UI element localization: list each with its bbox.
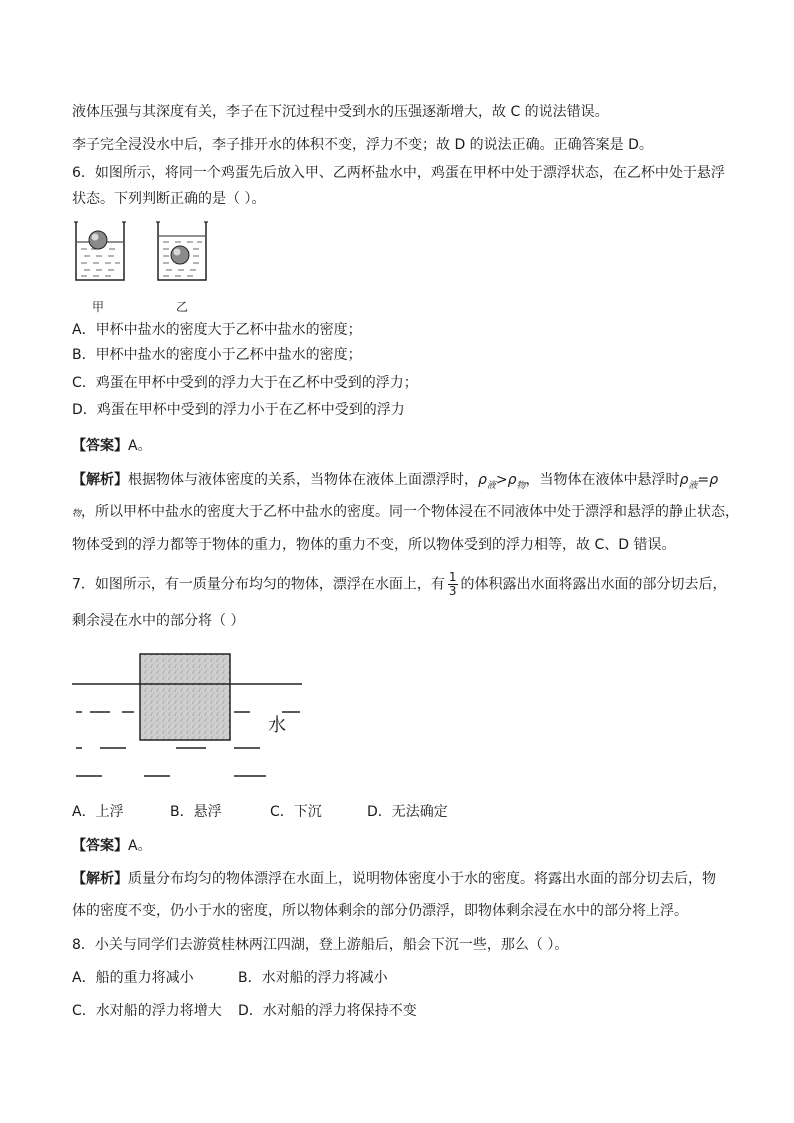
rho-symbol: ρ [507, 472, 517, 488]
gt-symbol: > [495, 472, 508, 488]
analysis-text: ，当物体在液体中悬浮时 [525, 472, 680, 488]
q6-option-b: B．甲杯中盐水的密度小于乙杯中盐水的密度； [72, 347, 362, 363]
q7-stem-text: 7．如图所示，有一质量分布均匀的物体，漂浮在水面上，有 [72, 576, 445, 593]
q7-option-d: D．无法确定 [367, 804, 448, 820]
q6-option-d: D．鸡蛋在甲杯中受到的浮力小于在乙杯中受到的浮力 [72, 402, 405, 418]
subscript-wu: 物 [516, 481, 526, 491]
subscript-ye: 液 [486, 481, 496, 491]
analysis-tag: 【解析】 [72, 871, 128, 887]
q6-stem-line2: 状态。下列判断正确的是（ ）。 [72, 191, 266, 207]
beaker-yi [156, 222, 208, 280]
q6-answer [72, 436, 152, 456]
q6-analysis-line1 [72, 470, 718, 492]
q8-option-c: C．水对船的浮力将增大 [72, 1003, 222, 1019]
q6-analysis-line2 [72, 502, 739, 524]
egg-floating [89, 231, 107, 249]
q8-option-b: B．水对船的浮力将减小 [238, 970, 388, 986]
q8-option-d: D．水对船的浮力将保持不变 [238, 1003, 417, 1019]
subscript-ye: 液 [688, 481, 698, 491]
q7-stem-text: 的体积露出水面将露出水面的部分切去后， [460, 576, 727, 593]
q7-option-a: A．上浮 [72, 804, 124, 820]
q7-analysis-line2: 体的密度不变，仍小于水的密度，所以物体剩余的部分仍漂浮，即物体剩余浸在水中的部分将上浮。 [72, 903, 688, 919]
beaker-label-yi: 乙 [176, 300, 189, 314]
text-line: 李子完全浸没水中后，李子排开水的体积不变，浮力不变；故 D 的说法正确。正确答案是 D。 [72, 137, 653, 153]
q8-option-a: A．船的重力将减小 [72, 970, 194, 986]
q7-option-b: B．悬浮 [170, 804, 222, 820]
rho-symbol: ρ [709, 472, 719, 488]
answer-tag: 【答案】 [72, 438, 128, 454]
q6-option-a: A．甲杯中盐水的密度大于乙杯中盐水的密度； [72, 322, 362, 338]
analysis-tag: 【解析】 [72, 472, 128, 488]
beaker-jia [74, 222, 126, 280]
floating-block [140, 654, 230, 740]
q6-analysis-line3: 物体受到的浮力都等于物体的重力，物体的重力不变，所以物体受到的浮力相等，故 C、D 错误。 [72, 537, 676, 553]
beakers-figure [72, 218, 212, 288]
answer-value: A。 [128, 838, 152, 854]
fraction-numerator: 1 [448, 570, 457, 584]
rho-symbol: ρ [679, 472, 689, 488]
fraction-denominator: 3 [448, 584, 457, 598]
answer-tag: 【答案】 [72, 838, 128, 854]
q6-stem-line1: 6．如图所示，将同一个鸡蛋先后放入甲、乙两杯盐水中，鸡蛋在甲杯中处于漂浮状态，在乙杯中处于悬浮 [72, 165, 725, 181]
egg-suspended [171, 246, 189, 264]
q8-stem: 8．小关与同学们去游赏桂林两江四湖，登上游船后，船会下沉一些，那么（ ）。 [72, 937, 569, 953]
text-line: 液体压强与其深度有关，李子在下沉过程中受到水的压强逐渐增大，故 C 的说法错误。 [72, 104, 609, 120]
q7-option-c: C．下沉 [270, 804, 322, 820]
q7-answer [72, 836, 152, 856]
eq-symbol: = [697, 472, 710, 488]
beaker-label-jia: 甲 [92, 300, 105, 314]
subscript-wu: 物 [72, 509, 82, 519]
analysis-text: 根据物体与液体密度的关系，当物体在液体上面漂浮时， [128, 472, 478, 488]
q6-option-c: C．鸡蛋在甲杯中受到的浮力大于在乙杯中受到的浮力； [72, 375, 418, 391]
answer-value: A。 [128, 438, 152, 454]
q7-stem-line1 [72, 571, 727, 598]
q7-analysis-line1 [72, 869, 716, 889]
q7-stem-line2: 剩余浸在水中的部分将（ ） [72, 613, 245, 629]
fraction-one-third [448, 571, 458, 598]
water-label: 水 [268, 715, 286, 736]
rho-symbol: ρ [478, 472, 487, 488]
analysis-text: 质量分布均匀的物体漂浮在水面上，说明物体密度小于水的密度。将露出水面的部分切去后，物 [128, 871, 716, 887]
analysis-text: ，所以甲杯中盐水的密度大于乙杯中盐水的密度。同一个物体浸在不同液体中处于漂浮和悬浮的静止状态， [81, 504, 740, 520]
